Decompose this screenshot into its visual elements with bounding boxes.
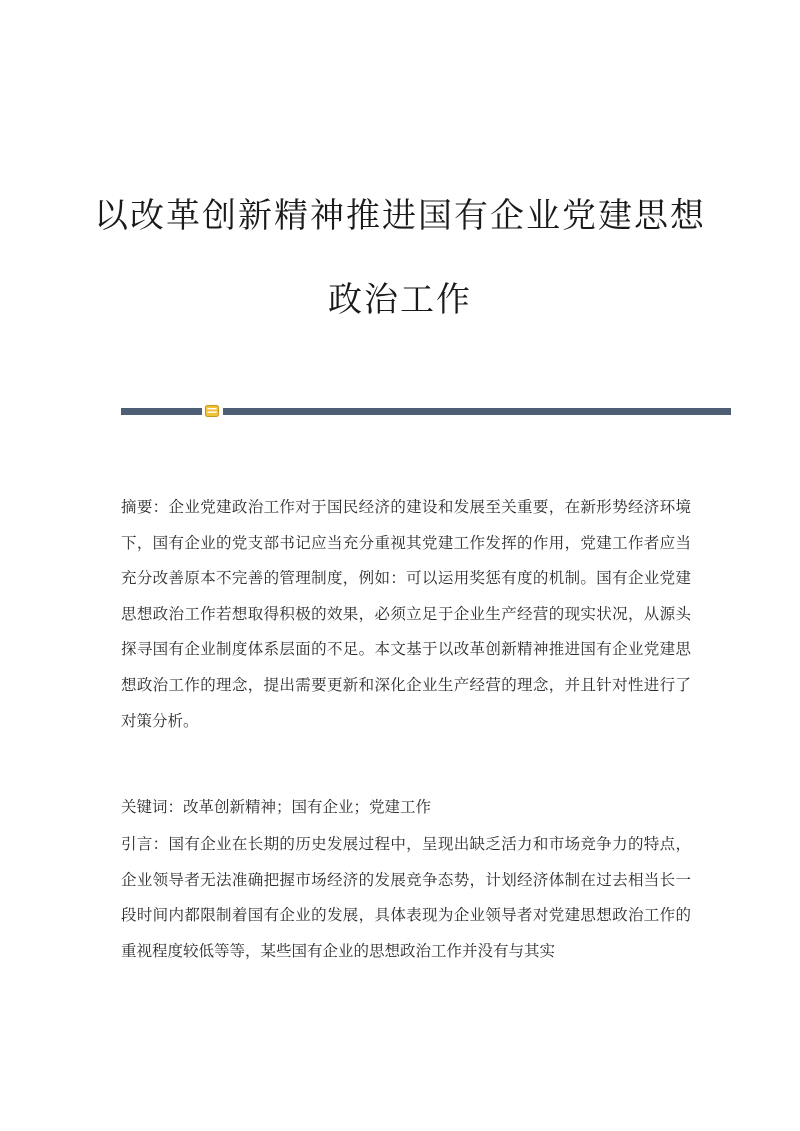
title-divider-left — [121, 408, 202, 415]
title-divider-right — [223, 408, 731, 415]
divider-ornament-icon — [205, 405, 219, 417]
document-title-line-1: 以改革创新精神推进国有企业党建思想 — [94, 196, 706, 236]
abstract-paragraph: 摘要：企业党建政治工作对于国民经济的建设和发展至关重要，在新形势经济环境下，国有企业的党支部书记应当充分重视其党建工作发挥的作用，党建工作者应当充分改善原本不完善的管理制度，例如：可以运用奖惩有度的机制。国有企业党建思想政治工作若想取得积极的效果，必须立足于企业生产经营的现实状况，从源头探寻国有企业制度体系层面的不足。本文基于以改革创新精神推进国有企业党建思想政治工作的理念，提出需要更新和深化企业生产经营的理念，并且针对性进行了对策分析。 — [121, 498, 691, 730]
keywords-paragraph: 关键词：改革创新精神；国有企业；党建工作 — [121, 798, 432, 816]
intro-paragraph: 引言：国有企业在长期的历史发展过程中，呈现出缺乏活力和市场竞争力的特点，企业领导者无法准确把握市场经济的发展竞争态势，计划经济体制在过去相当长一段时间内都限制着国有企业的发展，具体表现为企业领导者对党建思想政治工作的重视程度较低等等，某些国有企业的思想政治工作并没有与其实 — [121, 835, 691, 960]
document-title-line-2: 政治工作 — [328, 280, 472, 320]
